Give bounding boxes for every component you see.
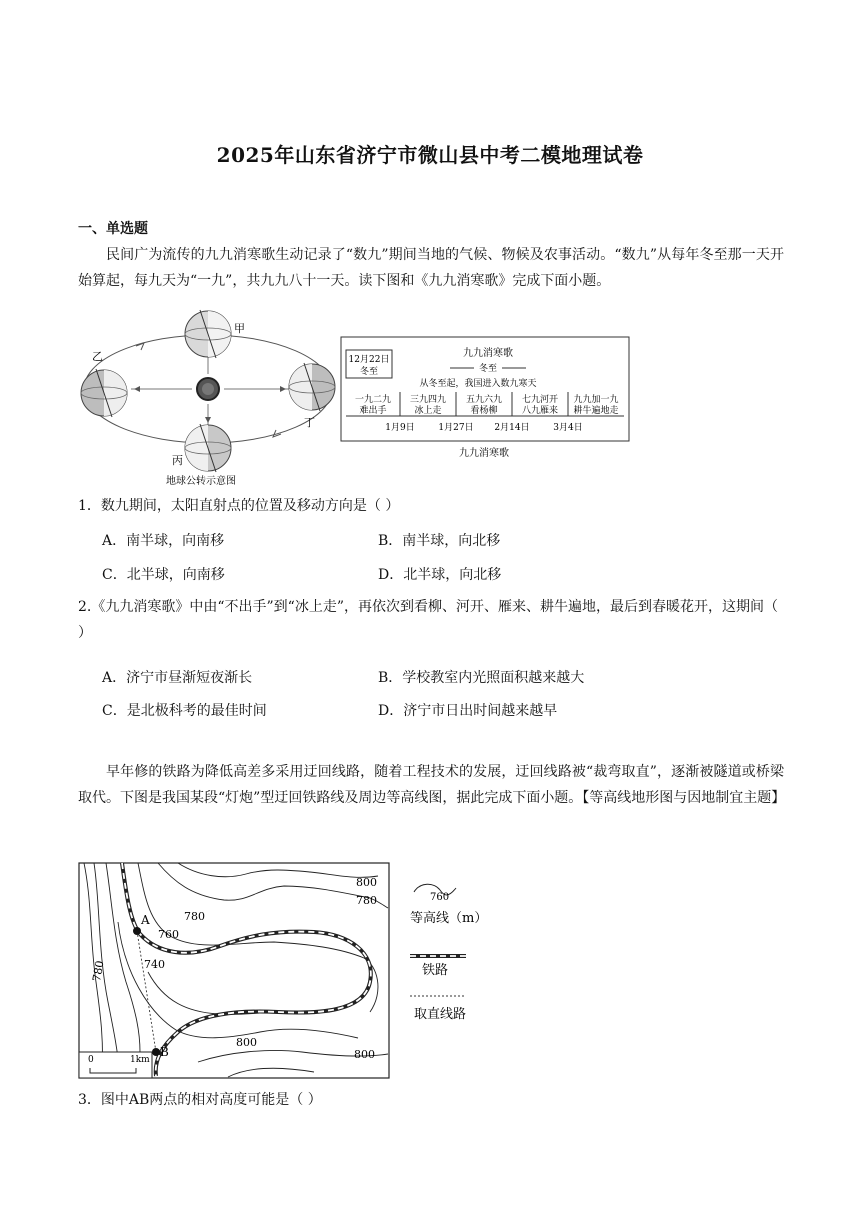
label-bing: 丙 [172, 454, 183, 467]
contour-label: 780 [184, 910, 205, 923]
contour-label: 740 [144, 958, 165, 971]
earth-jia [185, 310, 231, 358]
scale-km: 1km [130, 1055, 150, 1065]
song-date: 1月9日 [385, 423, 415, 433]
contour-map [78, 862, 392, 1080]
dongzhi-label: 冬至 [478, 364, 498, 374]
label-jia: 甲 [234, 322, 245, 335]
section-heading: 一、单选题 [78, 221, 148, 237]
legend-sample-value: 760 [430, 892, 450, 903]
jiujiu-song-chart [340, 336, 636, 464]
intro-paragraph-1: 民间广为流传的九九消寒歌生动记录了“数九”期间当地的气候、物候及农事活动。“数九”从每年冬至那一天开始算起，每九天为“一九”，共九九八十一天。读下图和《九九消寒歌》完成下面小题。 [78, 247, 784, 289]
page-title: 2025年山东省济宁市微山县中考二模地理试卷 [216, 143, 644, 167]
label-ding: 丁 [304, 416, 315, 429]
song-cell-bottom: 看杨柳 [470, 406, 498, 416]
earth-orbit-diagram [76, 308, 346, 490]
point-b-label: B [160, 1045, 169, 1059]
earth-bing [185, 424, 231, 472]
question-2-option-d[interactable]: D．济宁市日出时间越来越早 [378, 703, 558, 719]
song-date: 3月4日 [553, 423, 583, 433]
question-1-option-b[interactable]: B．南半球，向北移 [378, 533, 501, 549]
intro-paragraph-2: 早年修的铁路为降低高差多采用迂回线路，随着工程技术的发展，迂回线路被“裁弯取直”，逐渐被隧道或桥梁取代。下图是我国某段“灯炮”型迂回铁路线及周边等高线图，据此完成下面小题。【等高线地形图与因地制宜主题】 [78, 764, 786, 806]
label-yi: 乙 [92, 350, 103, 363]
orbit-caption: 地球公转示意图 [166, 476, 236, 487]
song-cell-bottom: 冰上走 [414, 406, 442, 416]
question-1-option-a[interactable]: A．南半球，向南移 [102, 533, 225, 549]
contour-label: 800 [236, 1036, 257, 1049]
point-b [152, 1048, 160, 1056]
date-box-line1: 12月22日 [348, 355, 390, 365]
question-1-option-c[interactable]: C．北半球，向南移 [102, 567, 225, 583]
song-cell-top: 五九六九 [465, 395, 503, 405]
question-2-option-b[interactable]: B．学校教室内光照面积越来越大 [378, 670, 585, 686]
question-3-stem: 3．图中AB两点的相对高度可能是（ ） [78, 1092, 322, 1108]
song-cell-top: 三九四九 [409, 395, 447, 405]
song-cell-bottom: 八九雁来 [521, 406, 559, 416]
song-date: 1月27日 [438, 423, 474, 433]
map-legend [400, 876, 520, 1026]
contour-label: 800 [354, 1048, 375, 1061]
question-1-option-d[interactable]: D．北半球，向北移 [378, 567, 502, 583]
legend-contour-text: 等高线（m） [410, 911, 488, 926]
song-heading: 九九消寒歌 [463, 348, 513, 359]
song-cell-top: 九九加一九 [573, 395, 619, 405]
question-2-option-a[interactable]: A．济宁市昼渐短夜渐长 [102, 670, 253, 686]
question-2-stem: 2.《九九消寒歌》中由“不出手”到“冰上走”，再依次到看柳、河开、雁来、耕牛遍地，最后到春暖花开，这期间（ ） [78, 599, 778, 641]
earth-ding [289, 363, 335, 411]
legend-railway-text: 铁路 [422, 963, 449, 978]
song-date: 2月14日 [494, 423, 530, 433]
song-cell-bottom: 耕牛遍地走 [573, 406, 619, 416]
question-2-option-c[interactable]: C．是北极科考的最佳时间 [102, 703, 267, 719]
date-box-line2: 冬至 [359, 367, 379, 377]
song-caption: 九九消寒歌 [459, 448, 509, 459]
contour-label: 760 [158, 928, 179, 941]
contour-label: 780 [356, 894, 377, 907]
song-cell-top: 一九二九 [354, 395, 392, 405]
contour-label: 800 [356, 876, 377, 889]
contour-label: 780 [90, 959, 107, 983]
legend-straight-text: 取直线路 [414, 1007, 467, 1022]
earth-yi [81, 369, 127, 417]
point-a-label: A [141, 913, 150, 927]
scale-zero: 0 [88, 1055, 94, 1065]
point-a [133, 927, 141, 935]
question-1-stem: 1．数九期间，太阳直射点的位置及移动方向是（ ） [78, 498, 400, 514]
song-cell-bottom: 难出手 [359, 406, 387, 416]
start-text: 从冬至起，我国进入数九寒天 [419, 379, 537, 389]
song-cell-top: 七九河开 [521, 395, 559, 405]
